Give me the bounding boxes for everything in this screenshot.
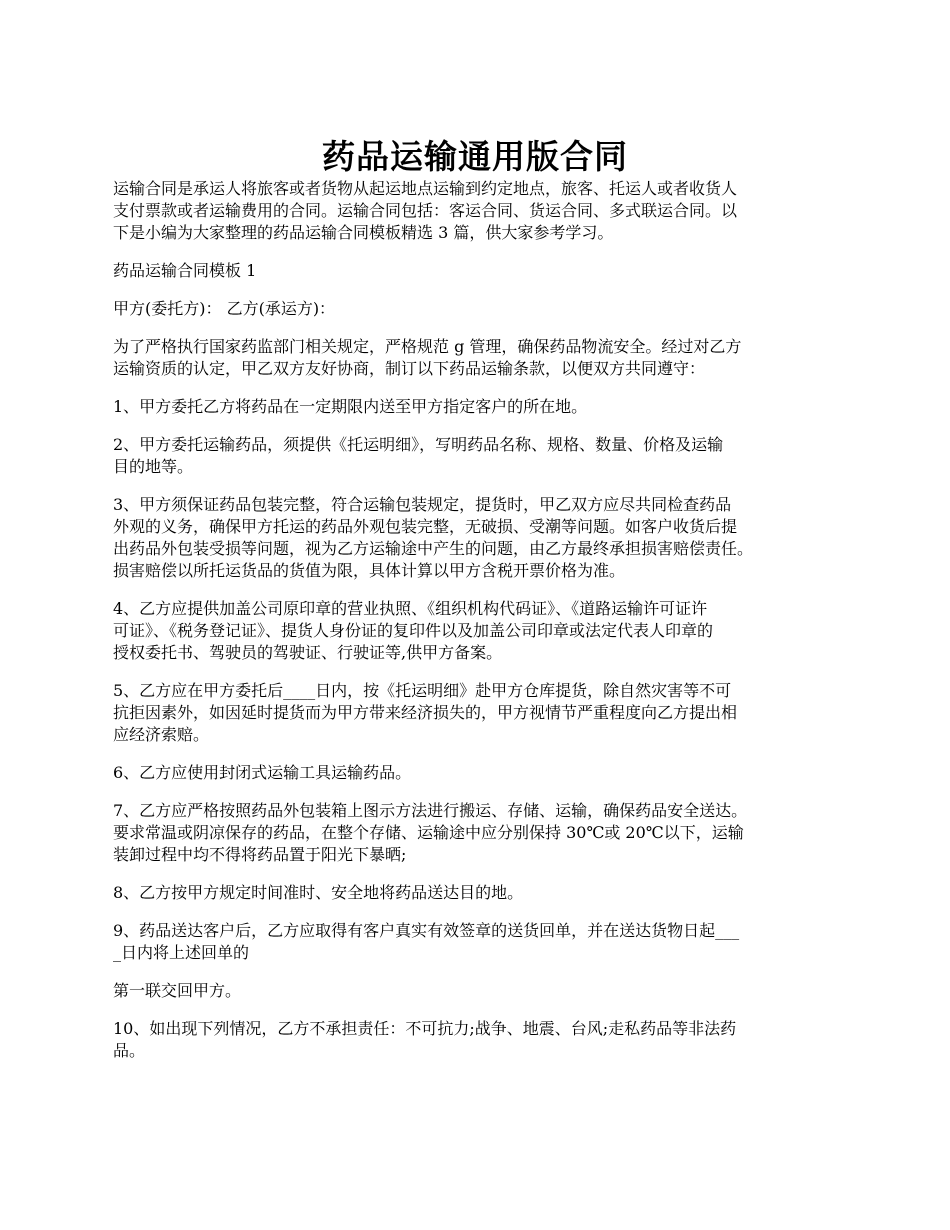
paragraph-clause-3: 3、甲方须保证药品包装完整，符合运输包装规定，提货时，甲乙双方应尽共同检查药品 外观的义务，确保甲方托运的药品外观包装完整，无破损、受潮等问题。如客户收货后提 出药品外包装受损等问题，视为乙方运输途中产生的问题，由乙方最终承担损害赔偿责任。 损害赔偿以所托运货品的货值为限，具体计算以甲方含税开票价格为准。 <box>113 495 754 580</box>
paragraph-clause-10: 10、如出现下列情况，乙方不承担责任：不可抗力;战争、地震、台风;走私药品等非法药 品。 <box>113 1019 737 1060</box>
paragraph-intro: 运输合同是承运人将旅客或者货物从起运地点运输到约定地点，旅客、托运人或者收货人 支付票款或者运输费用的合同。运输合同包括：客运合同、货运合同、多式联运合同。以 下是小编为大家整理的药品运输合同模板精选 3 篇，供大家参考学习。 <box>113 179 738 242</box>
paragraph-template-heading: 药品运输合同模板 1 <box>113 261 257 280</box>
paragraph-parties: 甲方(委托方)： 乙方(承运方)： <box>113 299 336 318</box>
paragraph-clause-5: 5、乙方应在甲方委托后____日内，按《托运明细》赴甲方仓库提货，除自然灾害等不可 抗拒因素外，如因延时提货而为甲方带来经济损失的，甲方视情节严重程度向乙方提出相 应经济索赔。 <box>113 681 738 744</box>
paragraph-clause-1: 1、甲方委托乙方将药品在一定期限内送至甲方指定客户的所在地。 <box>113 397 588 416</box>
document-title: 药品运输通用版合同 <box>322 137 628 177</box>
paragraph-preamble: 为了严格执行国家药监部门相关规定，严格规范 g 管理，确保药品物流安全。经过对乙方 运输资质的认定，甲乙双方友好协商，制订以下药品运输条款，以便双方共同遵守： <box>113 337 742 378</box>
paragraph-clause-2: 2、甲方委托运输药品，须提供《托运明细》，写明药品名称、规格、数量、价格及运输 目的地等。 <box>113 435 724 476</box>
paragraph-clause-7: 7、乙方应严格按照药品外包装箱上图示方法进行搬运、存储、运输，确保药品安全送达。 要求常温或阴凉保存的药品，在整个存储、运输途中应分别保持 30℃或 20℃以下，运输 装卸过程中均不得将药品置于阳光下暴晒; <box>113 801 748 864</box>
paragraph-clause-9-continued: 第一联交回甲方。 <box>113 981 242 1000</box>
paragraph-clause-6: 6、乙方应使用封闭式运输工具运输药品。 <box>113 763 412 782</box>
paragraph-clause-8: 8、乙方按甲方规定时间准时、安全地将药品送达目的地。 <box>113 883 524 902</box>
paragraph-clause-4: 4、乙方应提供加盖公司原印章的营业执照、《组织机构代码证》、《道路运输许可证许 可证》、《税务登记证》、提货人身份证的复印件以及加盖公司印章或法定代表人印章的 授权委托书、驾驶员的驾驶证、行驶证等,供甲方备案。 <box>113 599 714 662</box>
paragraph-clause-9: 9、药品送达客户后，乙方应取得有客户真实有效签章的送货回单，并在送达货物日起___ _日内将上述回单的 <box>113 921 740 962</box>
document-body <box>113 178 843 1078</box>
